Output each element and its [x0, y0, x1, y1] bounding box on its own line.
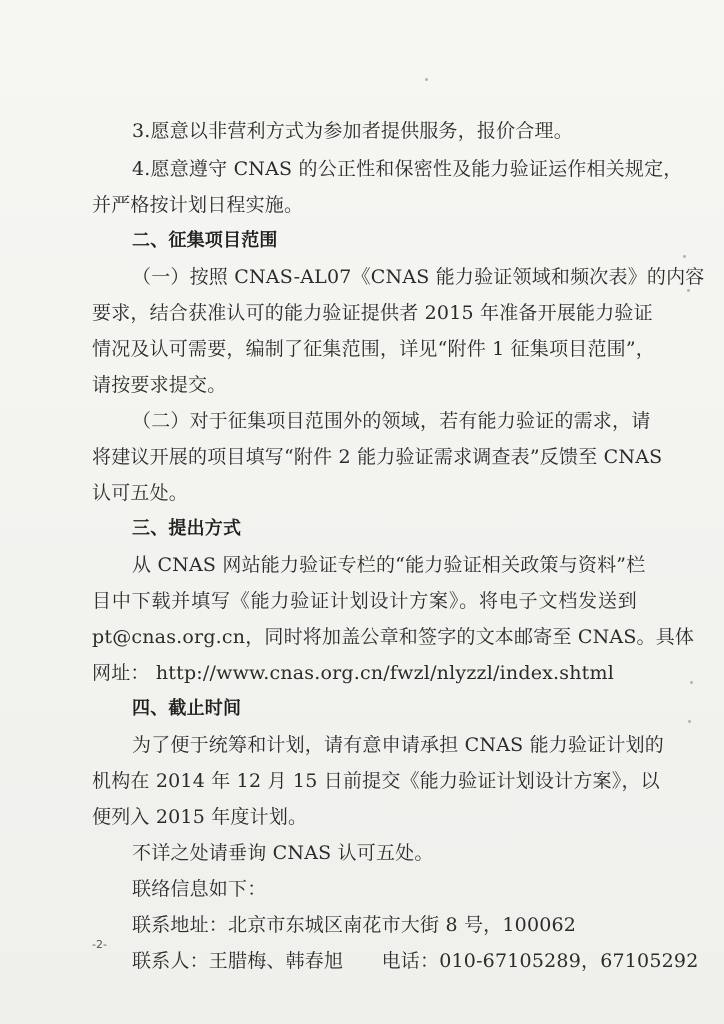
paragraph-line: 不详之处请垂询 CNAS 认可五处。: [132, 842, 434, 864]
scan-speck: [687, 289, 690, 292]
paragraph-line: 3.愿意以非营利方式为参加者提供服务，报价合理。: [132, 120, 573, 142]
paragraph-line: 要求，结合获准认可的能力验证提供者 2015 年准备开展能力验证: [92, 302, 653, 324]
paragraph-line: 从 CNAS 网站能力验证专栏的“能力验证相关政策与资料”栏: [132, 554, 646, 576]
paragraph-line: 便列入 2015 年度计划。: [92, 806, 308, 828]
scan-speck: [683, 255, 686, 258]
paragraph-line: 4.愿意遵守 CNAS 的公正性和保密性及能力验证运作相关规定，: [132, 158, 683, 180]
paragraph-line: 将建议开展的项目填写“附件 2 能力验证需求调查表”反馈至 CNAS: [92, 446, 663, 468]
paragraph-line: 请按要求提交。: [92, 374, 227, 396]
website-address-line: 网址： http://www.cnas.org.cn/fwzl/nlyzzl/index.shtml: [92, 662, 615, 684]
section-heading-deadline: 四、截止时间: [132, 698, 242, 719]
scan-speck: [690, 681, 693, 684]
paragraph-line: 为了便于统筹和计划，请有意申请承担 CNAS 能力验证计划的: [132, 734, 664, 756]
scan-speck: [688, 720, 691, 723]
paragraph-line: 并严格按计划日程实施。: [92, 194, 304, 216]
paragraph-line: 情况及认可需要，编制了征集范围，详见“附件 1 征集项目范围”，: [92, 338, 655, 360]
contact-address-line: 联系地址：北京市东城区南花市大街 8 号，100062: [132, 914, 577, 936]
paragraph-line: 目中下载并填写《能力验证计划设计方案》。将电子文档发送到: [92, 590, 637, 612]
paragraph-line: 认可五处。: [92, 482, 189, 504]
section-heading-method: 三、提出方式: [132, 518, 242, 539]
section-heading-scope: 二、征集项目范围: [132, 230, 278, 251]
contact-intro-line: 联络信息如下：: [132, 878, 267, 900]
paragraph-line: （一）按照 CNAS-AL07《CNAS 能力验证领域和频次表》的内容: [132, 266, 705, 288]
page-number: -2-: [92, 938, 107, 951]
paragraph-line: pt@cnas.org.cn，同时将加盖公章和签字的文本邮寄至 CNAS。具体: [92, 626, 695, 648]
paragraph-line: 机构在 2014 年 12 月 15 日前提交《能力验证计划设计方案》，以: [92, 770, 660, 792]
contact-person-line: 联系人：王腊梅、韩春旭 电话：010-67105289，67105292: [132, 950, 699, 972]
paragraph-line: （二）对于征集项目范围外的领域，若有能力验证的需求，请: [132, 410, 651, 432]
scan-speck: [425, 78, 428, 81]
